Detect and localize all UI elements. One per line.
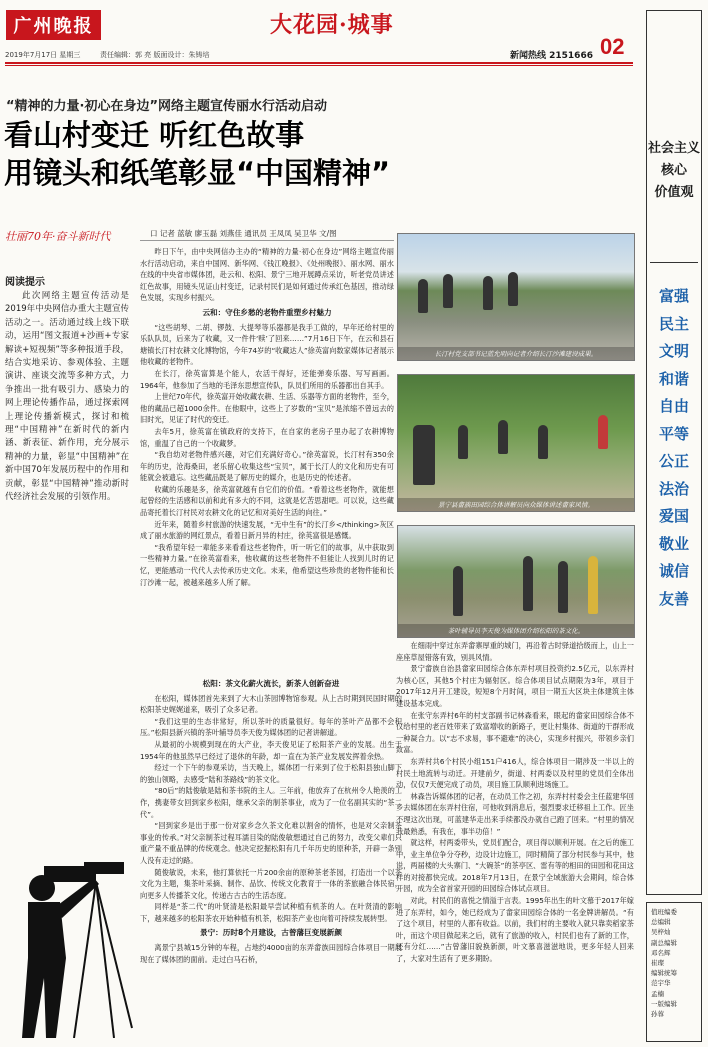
paragraph: 上世纪70年代，徐英富开始收藏农耕、生活、乐器等方面的老物件，至今，他的藏品已超1000余件。在他眼中，这些上了岁数的“宝贝”是浓缩不曾远去的旧时光，见证了时代的变迁。 — [140, 392, 394, 425]
byline-rule — [140, 240, 394, 241]
credit-line: 孙蓉 — [651, 1010, 664, 1019]
paragraph: 景宁畲族自治县畲家田园综合体东弄村项目投资约2.5亿元，以东弄村为核心区，其他5个村庄为辐射区。综合体项目试点期限为3年，项目于2017年12月开工建设，短短8个月时间，项目一期五大区块主体建筑主体建设基本完成。 — [396, 664, 634, 708]
credit-line: 总编辑 — [651, 918, 671, 927]
person-figure — [413, 425, 435, 485]
credit-line: 一版编辑 — [651, 999, 677, 1008]
core-value: 富强 — [658, 287, 689, 305]
core-value: 友善 — [658, 589, 689, 608]
person-figure — [453, 566, 463, 616]
photo-caption: 景宁县畲族田园综合体讲解员向众媒体讲述畲家风情。 — [398, 498, 634, 511]
paragraph: “80后”的陆俊敏是陆和茶书院的主人。三年前，他放弃了在杭州令人艳羡的工作，携妻带女回到家乡松阳，继承父亲的制茶事业，成为了一位名副其实的“茶二代”。 — [140, 786, 402, 819]
paragraph: 随俊敏说，未来，他打算依托一片200余亩的原种茶老茶园，打造出一个以茶文化为主题，集茶叶采摘、制作、品饮、传统文化教育于一体的茶旅融合体民宿，向更多人传播茶文化，传递古古古的生活态度。 — [140, 867, 402, 900]
person-figure — [558, 561, 568, 613]
paragraph: 收藏的乐趣是多，徐英富就越有自它们的价值。“看着这些老物件，就能想起曾经的生活感和以前和此有多大的不同，这就是忆苦思甜吧。可以说，这些藏品寄托着长汀村民对农耕文化的记忆和对美好生活的向往。” — [140, 484, 394, 518]
credit-line: 吴梓灿 — [651, 928, 671, 937]
article-kicker: “精神的力量·初心在身边”网络主题宣传丽水行活动启动 — [6, 99, 328, 114]
subheading-yunhe: 云和：守住乡愁的老物件重塑乡村魅力 — [202, 307, 332, 317]
issue-date: 2019年7月17日 星期三 — [5, 51, 81, 59]
core-values-list — [646, 283, 702, 613]
paragraph: 同样是“茶二代”的叶贤清是松阳最早尝试种植有机茶的人。在叶贤清的影响下，越来越多的松阳茶农开始种植有机茶，松阳茶产业也向着可持续发展转型。 — [140, 902, 402, 923]
header-rule-thin — [5, 65, 633, 66]
core-values-title — [646, 138, 702, 204]
core-values-title-1: 社会主义 — [647, 141, 700, 156]
article-headline — [4, 116, 390, 192]
person-figure — [458, 425, 468, 459]
person-figure — [598, 415, 608, 449]
article-body-column-1 — [140, 246, 394, 588]
credit-line: 崔璨 — [651, 959, 664, 968]
newspaper-logo: 广州晚报 — [6, 10, 101, 40]
core-value: 法治 — [658, 479, 689, 498]
paragraph: 经过一个下午的参观采访，当天晚上，媒体团一行来到了位于松阳县独山脚下的独山领略，去感受“陆和茶路线”的茶文化。 — [140, 763, 402, 784]
core-value: 诚信 — [658, 562, 689, 580]
photo-tea-garden — [397, 525, 635, 638]
person-figure — [523, 556, 533, 611]
person-figure — [418, 279, 428, 313]
core-value: 爱国 — [658, 507, 689, 525]
photo-media-team — [397, 374, 635, 512]
photo-caption: 长汀村党支部书记蓝允明向记者介绍长汀沙滩建设成果。 — [398, 347, 634, 360]
column-logo: 壮丽70年·奋斗新时代 — [5, 230, 111, 243]
core-value: 自由 — [658, 397, 689, 415]
article-body-column-2 — [140, 675, 402, 965]
paragraph: “我希望年轻一辈能多来看看这些老物件，听一听它们的故事，从中获取到一些精神力量。”在徐英富看来，他收藏的这些老物件不但能让人找到儿时的记忆，更能感动一代代人去传承历史文化。未来，他希望这些珍贵的老物件能和长汀沙滩一起，被越来越多人所了解。 — [140, 542, 394, 587]
paragraph: “我自幼对老物件感兴趣，对它们充满好奇心。”徐英富说，长汀村有350余年的历史，沧海桑田，老乐留心收集这些“宝贝”，属于长汀人的文化和历史有可能就会被遗忘。这些藏品既是了解历史的媒介，也是历史的传述者。 — [140, 450, 394, 483]
paragraph: 林森告诉媒体团的记者，在动员工作之初，东弄村村委会主任蓝建华回乡去媒体团在东弄村住宿，可他收到消息后，强烈要求迁移祖上工作。匠坐不理这次出现，可蓝建华走出来手续都没办就自己跑了回来。“村里的情况我最熟悉，有我在，事半功倍！” — [396, 791, 634, 836]
subheading-jingning: 景宁：历时8个月建设，古曾藩巨变展新颜 — [200, 928, 342, 938]
credit-line: 孟楠 — [651, 989, 664, 998]
core-values-title-3: 价值观 — [654, 185, 694, 200]
subheading-songyang: 松阳：茶文化薪火流长，新茶人创新奋进 — [202, 679, 340, 688]
paragraph: “我们这里的生态非常好，所以茶叶的质量很好。每年的茶叶产品都不会积压。”松阳县新兴镇的茶叶辅导员李天俊为媒体团的记者讲解道。 — [140, 716, 402, 738]
page-number: 02 — [600, 34, 625, 59]
paragraph: 离景宁县城15分钟的车程，占地约4000亩的东弄畲族田园综合体项目一期展现在了媒体团的面前。走过白马石桥， — [140, 943, 402, 964]
header-rule — [5, 62, 633, 64]
article-byline: 口 记者 蓝敏 廖玉磊 刘燕佳 通讯员 王凤凤 吴卫华 文/图 — [150, 229, 337, 238]
paragraph: 就这样，村两委带头，党员们配合，项目得以顺利开展。在之后的施工中，业主单位争分夺秒，边设计边施工，同时精简了部分村民参与其中，他说，两届楼的大头寨门、“大碗茶”的茶亭区、雷有等的相田的田园和花田这样的对接都快完成。2018年7月13日，在景宁全域旅游大会期间，综合体开园，成为全省首家开园的田园综合体试点项目。 — [396, 838, 634, 894]
credit-line: 副总编辑 — [651, 938, 677, 947]
section-title-a: 大花园 — [270, 12, 340, 38]
person-figure — [508, 272, 518, 306]
person-figure — [588, 556, 598, 614]
paragraph: 东弄村共6个村民小组151户416人，综合体项目一期涉及一半以上的村民土地流转与动迁。开建前夕，街道、村两委以及村里的党员们全体出动，仅仅7天便完成了动员，项目施工队顺利进场施工。 — [396, 756, 634, 790]
person-figure — [538, 425, 548, 459]
paragraph: 从最初的小规模到现在的大产业，李天俊见证了松阳茶产业的发展。出生于1954年的他虽然早已经过了退休的年龄，却一直在为茶产业发展发挥着余热。 — [140, 739, 402, 761]
core-value: 平等 — [658, 424, 689, 443]
staff-credits — [646, 902, 702, 1042]
section-title-b: ·城事 — [339, 12, 394, 38]
core-value: 和谐 — [658, 369, 689, 388]
section-title — [270, 8, 394, 39]
paragraph: 在松阳，媒体团首先来到了大木山茶园博物馆参观。从上古时期到民国时期的松阳茶史娓娓道来，吸引了众多记者。 — [140, 693, 402, 715]
news-hotline: 新闻热线 2151666 — [510, 51, 593, 61]
core-values-title-2: 核心 — [660, 163, 687, 178]
paragraph: 在细雨中穿过东弄畲寨厚重的城门，再沿着古时驿道拾级而上，山上一座座草屋错落有致，别具风情。 — [396, 641, 634, 662]
credit-line: 邓名辉 — [651, 948, 671, 957]
credit-line: 值班编委 — [651, 908, 677, 916]
lead-title: 阅读提示 — [5, 277, 45, 288]
credit-line: 编辑统筹 — [651, 969, 677, 978]
headline-line-2: 用镜头和纸笔彰显“中国精神” — [4, 156, 391, 190]
core-value: 公正 — [658, 452, 689, 470]
paragraph: 昨日下午，由中央网信办主办的“精神的力量·初心在身边”网络主题宣传丽水行活动启动，来自中国网、新华网、《钱江晚报》、《处州晚报》、丽水网、丽水在线的中央省市媒体团，赴云和、松阳、景宁三地开展蹲点采访，听老党员讲述红色故事，用镜头见证山村变迁，记录村民们是如何通过传承红色基因，推动绿色发展，实现乡村振兴。 — [140, 247, 394, 303]
photographer-silhouette-icon — [4, 858, 134, 1038]
core-value: 民主 — [658, 314, 689, 333]
paragraph: 在长汀，徐英富算是个能人，农活干得好，还能弹奏乐器、写写画画。1964年，他参加了当地的毛泽东思想宣传队，队员们所用的乐器都出自其手。 — [140, 368, 394, 390]
paragraph: “这些胡琴、二胡、锣鼓、大提琴等乐器都是我手工做的，早年还给村里的乐队队员，后来为了收藏，又一件件‘赎’了回来……”7月16日下午，在云和县石塘镇长汀村农耕文化博物馆，今年74岁的“收藏达人”徐英富向数家媒体记者展示他收藏的老物件。 — [140, 322, 394, 367]
article-body-column-3 — [396, 640, 634, 965]
sidebar-rule — [650, 262, 698, 263]
lead-text: 此次网络主题宣传活动是2019年中央网信办重大主题宣传活动之一。活动通过线上线下联动，运用“图文报道+沙画+专家解读+短视频”等多种报道手段，结合实地采访、参观体验、主题演讲、座谈交流等多种方式，力争推出一批有吸引力、感染力的网上理论传播作品，通过探索网上理论传播新模式，探讨和梳理“中国精神”在新时代的新内涵、新表征、新作用，充分展示精神的力量，彰显“中国精神”在新中国70年发展历程中的作用和贡献，彰显“中国精神”推动新时代经济社会发展的引领作用。 — [5, 291, 129, 503]
person-figure — [443, 274, 453, 308]
credit-line: 范宇华 — [651, 979, 671, 988]
paragraph: 对此，村民们的喜悦之情溢于言表。1995年出生的叶文慕于2017年嫁进了东弄村，如今，她已经成为了畲家田园综合体的一名金牌讲解员。“有了这个项目，村里的人都有收益。以前，我们村的主要收入就只靠卖稻家茶叶，而这个项目做起来之后，就有了旅游的收入，村民们也有了新的工作，还有分红……”古曾藩旧貌换新颜，叶文慕喜滋滋地说，更多年轻人回来了，大家对生活有了更多期盼。 — [396, 896, 634, 964]
core-value: 文明 — [658, 342, 689, 360]
paragraph: 近年来，随着乡村旅游的快速发展，“无中生有”的长汀乡</thinking>灰区成了丽水旅游的网红景点，看着日新月异的村庄，徐英富很是感慨。 — [140, 519, 394, 541]
headline-line-1: 看山村变迁 听红色故事 — [4, 118, 305, 152]
person-figure — [498, 420, 508, 454]
person-figure — [483, 276, 493, 310]
paragraph: “回到家乡是出于那一份对家乡念久茶文化难以割舍的情怀，也是对父亲制茶事业的传承。”对父亲制茶过程耳濡目染的陆俊敏想通过自己的努力，改变父辈们只重产量不重品牌的传统观念。他决定挖掘松阳有几千年历史的原种茶，开辟一条别人没有走过的路。 — [140, 821, 402, 865]
paragraph: 在张守东弄村6年的村支部副书记林森看来，眼起的畲家田园综合体不仅给村里的老百姓带来了致富增收的新路子，更让村集体、街道的干群形成一种凝合力。以“志不求易，事不避难”的决心，实现乡村振兴，带领乡亲们致富。 — [396, 710, 634, 755]
editor-credits: 责任编辑：郭 亮 版面设计：朱铸培 — [100, 51, 210, 59]
paragraph: 去年5月，徐英富在镇政府的支持下，在自家的老房子里办起了农耕博物馆，重温了自己的一个收藏梦。 — [140, 426, 394, 448]
photo-village-road — [397, 233, 635, 361]
core-value: 敬业 — [658, 534, 689, 553]
photo-caption: 茶叶辅导员李天俊为媒体团介绍松阳的茶文化。 — [398, 624, 634, 637]
